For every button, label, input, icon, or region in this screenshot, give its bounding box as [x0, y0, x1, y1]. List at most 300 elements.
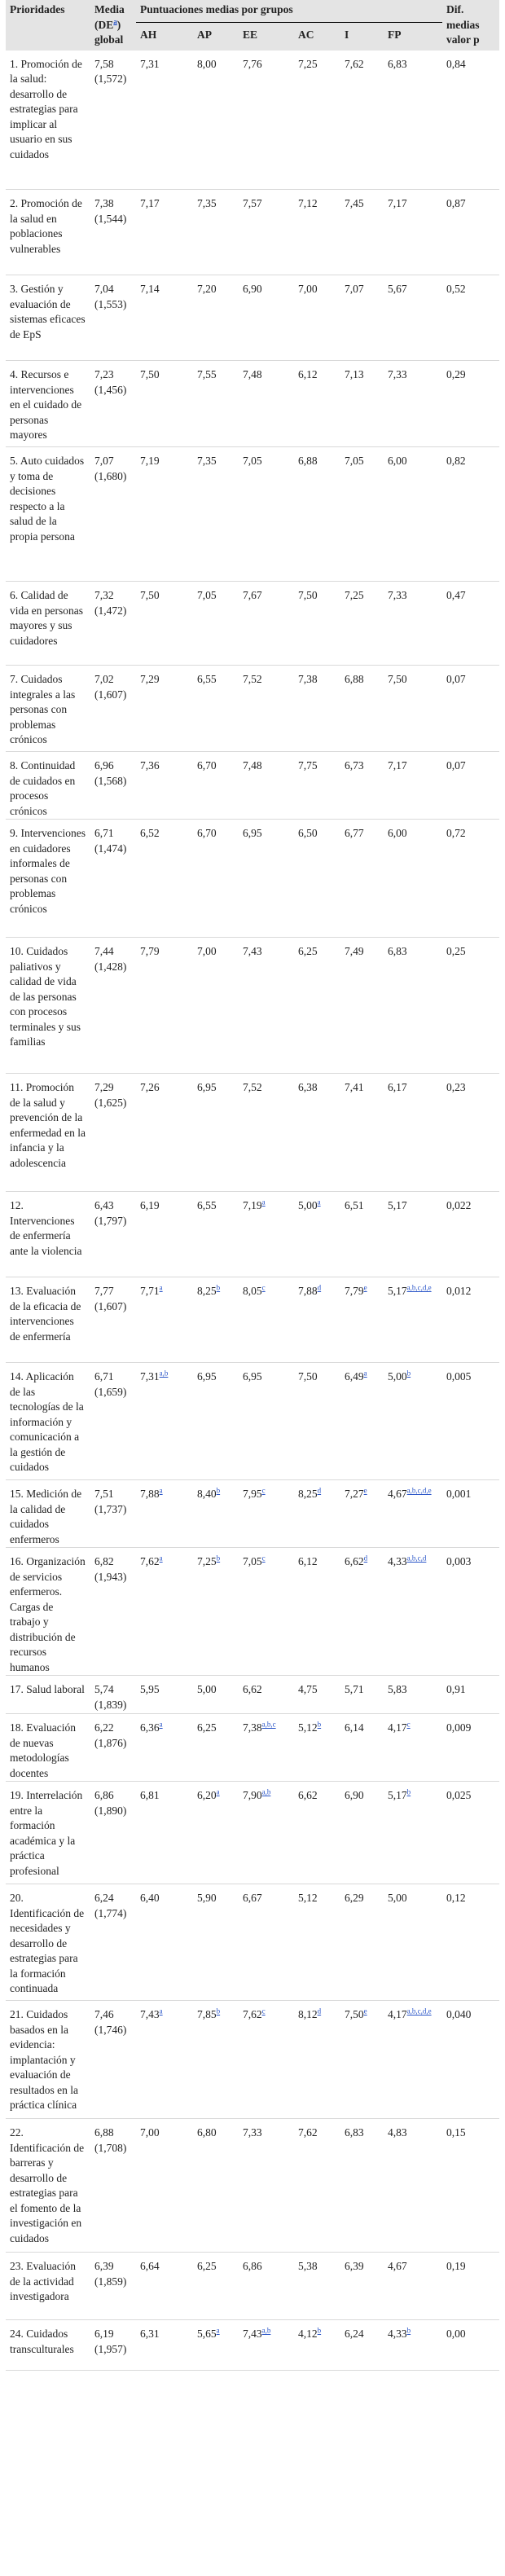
group-mean-value: 6,62: [243, 1683, 262, 1695]
group-mean-cell: [340, 190, 384, 275]
group-mean-value: 7,29: [140, 673, 160, 685]
p-value: 0,025: [442, 1782, 499, 1884]
group-mean-cell: [294, 361, 340, 447]
group-mean-value: 7,25: [197, 1555, 217, 1567]
footnote-link[interactable]: b: [406, 1369, 411, 1378]
group-mean-value: 7,62: [243, 2008, 262, 2020]
group-mean-value: 7,52: [243, 1081, 262, 1093]
group-mean-value: 7,00: [140, 2126, 160, 2139]
group-mean-value: 6,25: [298, 945, 318, 957]
group-mean-cell: [384, 2119, 442, 2253]
global-mean: 7,51 (1,737): [90, 1480, 136, 1548]
group-mean-value: 7,38: [243, 1721, 262, 1734]
group-mean-cell: [239, 1548, 294, 1676]
group-mean-cell: [193, 361, 239, 447]
group-mean-cell: [239, 1480, 294, 1548]
group-mean-value: 5,90: [197, 1892, 217, 1904]
group-mean-value: 6,00: [388, 455, 407, 467]
group-mean-value: 7,00: [197, 945, 217, 957]
group-mean-cell: [239, 1192, 294, 1277]
footnote-link-a[interactable]: a: [113, 17, 117, 25]
p-value: 0,009: [442, 1714, 499, 1782]
group-mean-cell: [136, 1676, 193, 1714]
footnote-link[interactable]: e: [363, 1283, 367, 1292]
group-mean-value: 5,17: [388, 1199, 407, 1211]
group-mean-cell: [384, 1714, 442, 1782]
global-mean: 7,04 (1,553): [90, 275, 136, 361]
group-mean-value: 7,88: [140, 1488, 160, 1500]
priority-label: 17. Salud laboral: [6, 1676, 90, 1714]
group-mean-value: 7,33: [388, 368, 407, 380]
group-mean-value: 5,12: [298, 1721, 318, 1734]
group-mean-value: 6,40: [140, 1892, 160, 1904]
footnote-link[interactable]: d: [363, 1554, 368, 1563]
group-mean-cell: [193, 190, 239, 275]
group-mean-value: 7,25: [298, 57, 318, 70]
priority-label: 2. Promoción de la salud en poblaciones vulnerables: [6, 190, 90, 275]
footnote-link[interactable]: d: [317, 1283, 322, 1292]
footnote-link[interactable]: b: [317, 2326, 322, 2335]
group-mean-cell: [193, 1782, 239, 1884]
group-mean-cell: [136, 752, 193, 820]
global-mean: 7,23 (1,456): [90, 361, 136, 447]
group-mean-cell: [136, 190, 193, 275]
group-mean-value: 7,45: [345, 197, 364, 209]
table-row: [6, 1074, 499, 1192]
global-mean: 7,58 (1,572): [90, 51, 136, 190]
footnote-link[interactable]: d: [317, 2007, 322, 2016]
group-mean-value: 8,00: [197, 57, 217, 70]
p-value: 0,23: [442, 1074, 499, 1192]
group-mean-value: 4,67: [388, 1488, 407, 1500]
group-mean-cell: [239, 2001, 294, 2119]
group-mean-value: 7,05: [197, 589, 217, 601]
group-mean-cell: [193, 1480, 239, 1548]
group-mean-cell: [294, 938, 340, 1074]
footnote-link[interactable]: b: [216, 1283, 221, 1292]
group-mean-value: 5,12: [298, 1892, 318, 1904]
global-mean: 7,02 (1,607): [90, 666, 136, 752]
footnote-link[interactable]: a: [159, 1283, 163, 1292]
group-mean-value: 7,19: [140, 455, 160, 467]
group-mean-value: 8,40: [197, 1488, 217, 1500]
group-mean-value: 7,20: [197, 283, 217, 295]
group-mean-cell: [294, 2119, 340, 2253]
footnote-link[interactable]: a: [159, 2007, 163, 2016]
group-mean-cell: [239, 1074, 294, 1192]
group-mean-value: 6,90: [345, 1789, 364, 1801]
p-value: 0,12: [442, 1884, 499, 2001]
group-mean-cell: [136, 2001, 193, 2119]
group-mean-cell: [136, 1548, 193, 1676]
group-mean-value: 7,05: [243, 1555, 262, 1567]
group-header-ee: EE: [239, 22, 294, 50]
group-mean-value: 7,35: [197, 197, 217, 209]
footnote-link[interactable]: d: [317, 1486, 322, 1495]
priority-label: 8. Continuidad de cuidados en procesos crónicos: [6, 752, 90, 820]
p-value: 0,001: [442, 1480, 499, 1548]
group-mean-value: 6,12: [298, 368, 318, 380]
footnote-link[interactable]: b: [216, 1486, 221, 1495]
group-mean-cell: [193, 447, 239, 582]
footnote-link[interactable]: b: [216, 1554, 221, 1563]
group-mean-value: 6,55: [197, 1199, 217, 1211]
group-mean-value: 5,00: [197, 1683, 217, 1695]
footnote-link[interactable]: b: [406, 1787, 411, 1796]
p-value: 0,07: [442, 752, 499, 820]
group-mean-value: 4,17: [388, 1721, 407, 1734]
group-mean-value: 7,50: [345, 2008, 364, 2020]
col-header-dif: Dif. medias valor p: [442, 0, 499, 51]
group-mean-cell: [340, 820, 384, 938]
group-mean-value: 7,13: [345, 368, 364, 380]
group-mean-value: 7,33: [388, 589, 407, 601]
table-row: [6, 1548, 499, 1676]
group-mean-cell: [193, 938, 239, 1074]
group-mean-cell: [193, 1277, 239, 1363]
group-mean-cell: [136, 582, 193, 666]
group-mean-value: 5,17: [388, 1285, 407, 1297]
group-mean-cell: [239, 1884, 294, 2001]
priority-label: 10. Cuidados paliativos y calidad de vida de las personas con procesos terminales y sus familias: [6, 938, 90, 1074]
group-mean-cell: [294, 275, 340, 361]
group-mean-cell: [193, 1714, 239, 1782]
global-mean: 6,22 (1,876): [90, 1714, 136, 1782]
group-mean-value: 6,14: [345, 1721, 364, 1734]
group-mean-cell: [239, 2119, 294, 2253]
table-row: [6, 582, 499, 666]
group-mean-value: 6,00: [388, 827, 407, 839]
group-mean-cell: [239, 447, 294, 582]
priority-label: 18. Evaluación de nuevas metodologías docentes: [6, 1714, 90, 1782]
group-mean-value: 6,83: [388, 57, 407, 70]
group-mean-cell: [136, 447, 193, 582]
group-mean-value: 6,19: [140, 1199, 160, 1211]
group-mean-value: 7,17: [388, 759, 407, 771]
group-mean-cell: [294, 582, 340, 666]
footnote-link[interactable]: a,b: [261, 2326, 271, 2335]
footnote-link[interactable]: a,b: [159, 1369, 169, 1378]
group-mean-value: 6,31: [140, 2328, 160, 2340]
group-mean-cell: [136, 1782, 193, 1884]
group-mean-cell: [193, 51, 239, 190]
group-mean-value: 6,95: [243, 827, 262, 839]
group-mean-cell: [294, 820, 340, 938]
footnote-link[interactable]: a: [159, 1554, 163, 1563]
group-mean-cell: [340, 2320, 384, 2371]
table-row: [6, 1884, 499, 2001]
group-mean-value: 7,19: [243, 1199, 262, 1211]
p-value: 0,72: [442, 820, 499, 938]
group-mean-value: 6,62: [345, 1555, 364, 1567]
group-mean-cell: [136, 1884, 193, 2001]
global-mean: 7,07 (1,680): [90, 447, 136, 582]
group-mean-cell: [294, 1074, 340, 1192]
group-mean-cell: [340, 51, 384, 190]
footnote-link[interactable]: a: [363, 1369, 367, 1378]
group-mean-value: 6,70: [197, 759, 217, 771]
footnote-link[interactable]: c: [261, 1283, 266, 1292]
group-mean-value: 6,49: [345, 1370, 364, 1383]
p-value: 0,82: [442, 447, 499, 582]
group-mean-value: 7,50: [140, 589, 160, 601]
priority-label: 23. Evaluación de la actividad investigadora: [6, 2253, 90, 2320]
group-mean-cell: [384, 1782, 442, 1884]
group-mean-cell: [384, 938, 442, 1074]
group-mean-value: 7,75: [298, 759, 318, 771]
group-mean-cell: [193, 275, 239, 361]
footnote-link[interactable]: b: [216, 2007, 221, 2016]
group-mean-cell: [340, 2001, 384, 2119]
priority-label: 5. Auto cuidados y toma de decisiones respecto a la salud de la propia persona: [6, 447, 90, 582]
group-mean-cell: [239, 1363, 294, 1480]
table-row: [6, 1192, 499, 1277]
group-mean-value: 6,24: [345, 2328, 364, 2340]
table-row: [6, 1714, 499, 1782]
group-mean-cell: [384, 2253, 442, 2320]
group-mean-cell: [294, 1548, 340, 1676]
footnote-link[interactable]: c: [261, 1554, 266, 1563]
group-mean-value: 5,00: [388, 1370, 407, 1383]
group-mean-value: 7,05: [345, 455, 364, 467]
group-mean-value: 7,12: [298, 197, 318, 209]
group-mean-value: 7,50: [298, 589, 318, 601]
footnote-link[interactable]: a: [317, 1198, 321, 1207]
priority-label: 12. Intervenciones de enfermería ante la violencia: [6, 1192, 90, 1277]
group-mean-value: 5,17: [388, 1789, 407, 1801]
priority-label: 16. Organización de servicios enfermeros. Cargas de trabajo y distribución de recursos humanos: [6, 1548, 90, 1676]
p-value: 0,29: [442, 361, 499, 447]
group-mean-value: 6,25: [197, 2260, 217, 2272]
group-mean-cell: [384, 1192, 442, 1277]
header-row-1: [6, 0, 499, 22]
group-mean-cell: [340, 752, 384, 820]
priority-label: 1. Promoción de la salud: desarrollo de estrategias para implicar al usuario en sus cuidados: [6, 51, 90, 190]
group-mean-value: 7,38: [298, 673, 318, 685]
footnote-link[interactable]: b: [406, 2326, 411, 2335]
footnote-link[interactable]: c: [261, 1486, 266, 1495]
table-row: [6, 275, 499, 361]
group-mean-cell: [136, 1074, 193, 1192]
col-header-media: [90, 0, 136, 51]
global-mean: 7,29 (1,625): [90, 1074, 136, 1192]
group-mean-cell: [340, 1192, 384, 1277]
media-suffix: ) global: [94, 18, 124, 46]
footnote-link[interactable]: e: [363, 2007, 367, 2016]
group-mean-value: 7,43: [243, 2328, 262, 2340]
col-header-prioridades: Prioridades: [6, 0, 90, 51]
group-mean-value: 7,43: [140, 2008, 160, 2020]
group-mean-cell: [384, 1884, 442, 2001]
footnote-link[interactable]: a,b,c,d,e: [406, 2007, 432, 2016]
footnote-link[interactable]: a: [216, 1787, 220, 1796]
group-mean-cell: [384, 447, 442, 582]
group-mean-cell: [340, 1480, 384, 1548]
group-mean-cell: [136, 938, 193, 1074]
group-mean-cell: [193, 2119, 239, 2253]
group-mean-cell: [193, 820, 239, 938]
group-mean-cell: [340, 1548, 384, 1676]
group-mean-value: 7,43: [243, 945, 262, 957]
table-row: [6, 361, 499, 447]
group-mean-cell: [294, 1782, 340, 1884]
global-mean: 6,24 (1,774): [90, 1884, 136, 2001]
global-mean: 7,44 (1,428): [90, 938, 136, 1074]
table-row: [6, 190, 499, 275]
global-mean: 6,71 (1,659): [90, 1363, 136, 1480]
footnote-link[interactable]: a: [159, 1720, 163, 1729]
group-mean-value: 6,20: [197, 1789, 217, 1801]
priority-label: 13. Evaluación de la eficacia de intervenciones de enfermería: [6, 1277, 90, 1363]
footnote-link[interactable]: a,b: [261, 1787, 271, 1796]
group-mean-value: 6,80: [197, 2126, 217, 2139]
table-row: [6, 51, 499, 190]
global-mean: 6,39 (1,859): [90, 2253, 136, 2320]
group-mean-cell: [136, 666, 193, 752]
group-mean-value: 7,50: [298, 1370, 318, 1383]
footnote-link[interactable]: b: [317, 1720, 322, 1729]
group-mean-cell: [239, 51, 294, 190]
priority-label: 22. Identificación de barreras y desarrollo de estrategias para el fomento de la investigación en cuidados: [6, 2119, 90, 2253]
footnote-link[interactable]: a: [216, 2326, 220, 2335]
footnote-link[interactable]: c: [261, 2007, 266, 2016]
group-mean-cell: [193, 1363, 239, 1480]
group-mean-cell: [193, 2320, 239, 2371]
group-mean-cell: [136, 2253, 193, 2320]
group-mean-value: 6,70: [197, 827, 217, 839]
p-value: 0,15: [442, 2119, 499, 2253]
p-value: 0,87: [442, 190, 499, 275]
group-mean-cell: [193, 1074, 239, 1192]
group-mean-value: 4,83: [388, 2126, 407, 2139]
group-mean-cell: [294, 2001, 340, 2119]
group-mean-cell: [193, 666, 239, 752]
p-value: 0,52: [442, 275, 499, 361]
priorities-table: [6, 0, 499, 2371]
group-mean-cell: [239, 666, 294, 752]
group-mean-cell: [239, 2253, 294, 2320]
group-mean-cell: [340, 1074, 384, 1192]
group-mean-value: 8,25: [298, 1488, 318, 1500]
group-mean-cell: [340, 1714, 384, 1782]
footnote-link[interactable]: c: [406, 1720, 411, 1729]
global-mean: 6,43 (1,797): [90, 1192, 136, 1277]
priority-label: 24. Cuidados transculturales: [6, 2320, 90, 2371]
group-mean-cell: [340, 666, 384, 752]
priority-label: 6. Calidad de vida en personas mayores y sus cuidadores: [6, 582, 90, 666]
footnote-link[interactable]: a: [261, 1198, 266, 1207]
group-mean-cell: [294, 2253, 340, 2320]
group-mean-value: 6,64: [140, 2260, 160, 2272]
col-header-puntuaciones: Puntuaciones medias por grupos: [136, 0, 442, 22]
group-mean-cell: [239, 275, 294, 361]
group-mean-value: 7,52: [243, 673, 262, 685]
group-mean-value: 7,41: [345, 1081, 364, 1093]
p-value: 0,012: [442, 1277, 499, 1363]
group-mean-cell: [384, 1277, 442, 1363]
p-value: 0,005: [442, 1363, 499, 1480]
group-mean-cell: [136, 820, 193, 938]
group-header-ap: AP: [193, 22, 239, 50]
group-mean-value: 6,39: [345, 2260, 364, 2272]
footnote-link[interactable]: a,b,c,d,e: [406, 1486, 432, 1495]
group-mean-value: 7,07: [345, 283, 364, 295]
group-mean-value: 7,62: [298, 2126, 318, 2139]
group-mean-cell: [384, 1676, 442, 1714]
priority-label: 20. Identificación de necesidades y desarrollo de estrategias para la formación continuada: [6, 1884, 90, 2001]
global-mean: 6,86 (1,890): [90, 1782, 136, 1884]
table-row: [6, 2320, 499, 2371]
group-header-ac: AC: [294, 22, 340, 50]
group-mean-value: 7,25: [345, 589, 364, 601]
group-mean-value: 5,95: [140, 1683, 160, 1695]
table-row: [6, 1363, 499, 1480]
footnote-link[interactable]: e: [363, 1486, 367, 1495]
group-mean-cell: [384, 1074, 442, 1192]
group-mean-cell: [136, 275, 193, 361]
group-mean-cell: [239, 752, 294, 820]
group-mean-cell: [294, 1884, 340, 2001]
group-mean-value: 4,12: [298, 2328, 318, 2340]
group-mean-value: 7,95: [243, 1488, 262, 1500]
group-mean-cell: [384, 820, 442, 938]
group-mean-value: 4,33: [388, 1555, 407, 1567]
group-mean-cell: [384, 666, 442, 752]
group-mean-cell: [384, 752, 442, 820]
group-mean-cell: [384, 51, 442, 190]
group-mean-value: 7,55: [197, 368, 217, 380]
group-mean-cell: [340, 938, 384, 1074]
footnote-link[interactable]: a: [159, 1486, 163, 1495]
footnote-link[interactable]: a,b,c,d,e: [406, 1283, 432, 1292]
table-row: [6, 666, 499, 752]
footnote-link[interactable]: a,b,c,d: [406, 1554, 427, 1563]
group-mean-value: 7,36: [140, 759, 160, 771]
footnote-link[interactable]: a,b,c: [261, 1720, 276, 1729]
group-mean-cell: [294, 752, 340, 820]
p-value: 0,25: [442, 938, 499, 1074]
group-mean-value: 7,48: [243, 759, 262, 771]
table-row: [6, 820, 499, 938]
group-mean-cell: [193, 1548, 239, 1676]
group-mean-cell: [384, 190, 442, 275]
group-mean-value: 7,35: [197, 455, 217, 467]
group-mean-cell: [294, 1277, 340, 1363]
group-mean-cell: [340, 1782, 384, 1884]
group-mean-value: 6,55: [197, 673, 217, 685]
group-mean-value: 6,73: [345, 759, 364, 771]
p-value: 0,00: [442, 2320, 499, 2371]
group-mean-value: 6,90: [243, 283, 262, 295]
group-header-i: I: [340, 22, 384, 50]
group-mean-value: 7,48: [243, 368, 262, 380]
group-mean-value: 6,25: [197, 1721, 217, 1734]
global-mean: 5,74 (1,839): [90, 1676, 136, 1714]
group-mean-cell: [136, 2320, 193, 2371]
priority-label: 9. Intervenciones en cuidadores informales de personas con problemas crónicos: [6, 820, 90, 938]
priority-label: 19. Interrelación entre la formación académica y la práctica profesional: [6, 1782, 90, 1884]
group-mean-cell: [239, 361, 294, 447]
group-mean-cell: [136, 1277, 193, 1363]
group-mean-cell: [294, 666, 340, 752]
group-mean-value: 6,62: [298, 1789, 318, 1801]
table-row: [6, 447, 499, 582]
table-row: [6, 2253, 499, 2320]
group-mean-cell: [384, 582, 442, 666]
table-row: [6, 1480, 499, 1548]
group-mean-cell: [239, 938, 294, 1074]
group-mean-value: 7,00: [298, 283, 318, 295]
